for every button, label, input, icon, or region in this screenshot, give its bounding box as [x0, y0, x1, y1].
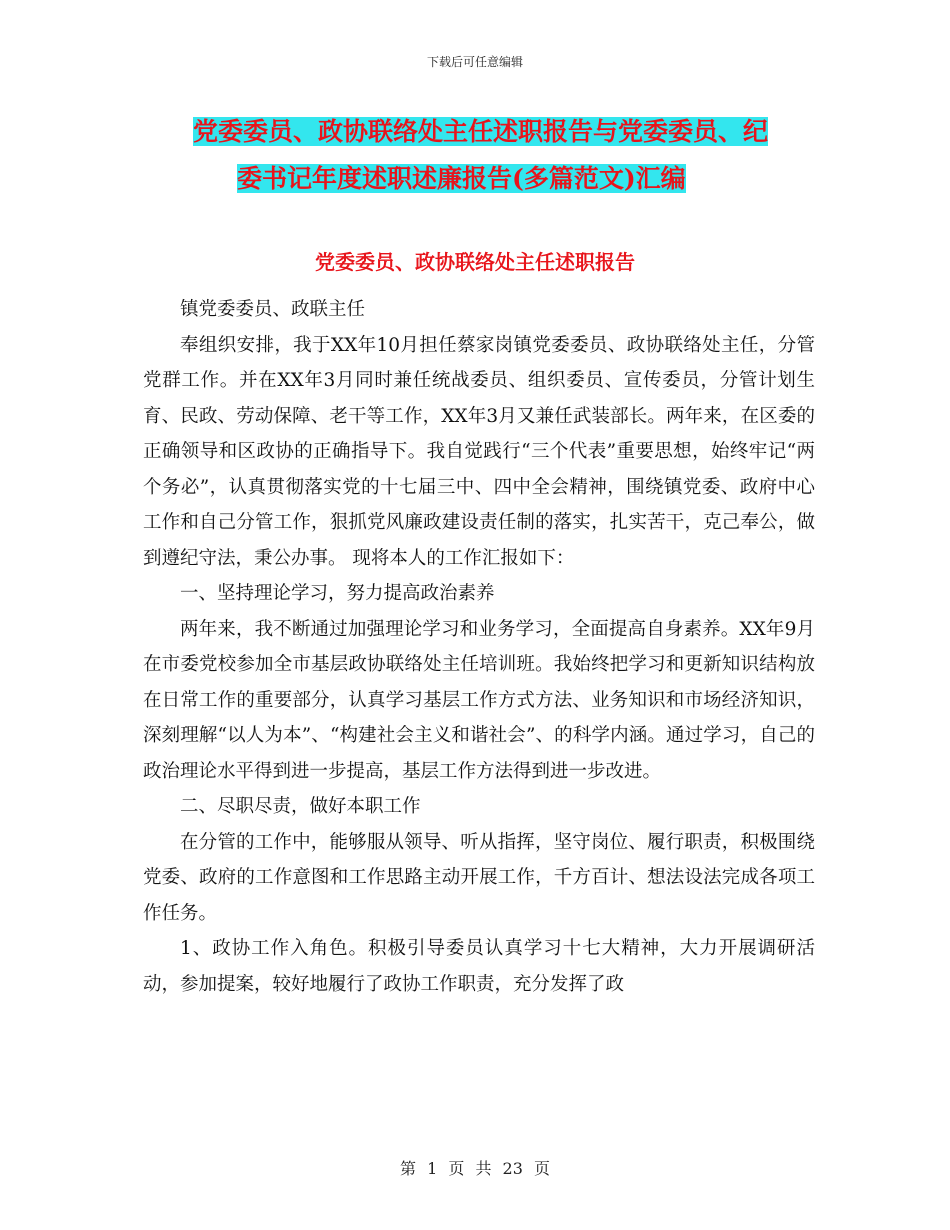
title-highlight-2: 委书记年度述职述廉报告(多篇范文)汇编 [237, 164, 686, 193]
paragraph-theory-study: 两年来，我不断通过加强理论学习和业务学习，全面提高自身素养。XX年9月在市委党校参加全市基层政协联络处主任培训班。我始终把学习和更新知识结构放在日常工作的重要部分，认真学习基层工作方式方法、业务知识和市场经济知识，深刻理解“以人为本”、“构建社会主义和谐社会”、的科学内涵。通过学习，自己的政治理论水平得到进一步提高，基层工作方法得到进一步改进。 [143, 618, 815, 782]
paragraph-duties: 在分管的工作中，能够服从领导、听从指挥，坚守岗位、履行职责，积极围绕党委、政府的工作意图和工作思路主动开展工作，千方百计、想法设法完成各项工作任务。 [143, 831, 815, 924]
title-highlight-1: 党委委员、政协联络处主任述职报告与党委委员、纪 [193, 117, 769, 146]
paragraph-addressee: 镇党委委员、政联主任 [180, 299, 366, 320]
paragraph-intro: 奉组织安排，我于XX年10月担任蔡家岗镇党委委员、政协联络处主任，分管党群工作。并在XX年3月同时兼任统战委员、组织委员、宣传委员，分管计划生育、民政、劳动保障、老干等工作，XX年3月又兼任武装部长。两年来，在区委的正确领导和区政协的正确指导下。我自觉践行“三个代表”重要思想，始终牢记“两个务必”，认真贯彻落实党的十七届三中、四中全会精神，围绕镇党委、政府中心工作和自己分管工作，狠抓党风廉政建设责任制的落实，扎实苦干，克己奉公，做到遵纪守法，秉公办事。 现将本人的工作汇报如下： [143, 334, 815, 569]
page-header-note: 下载后可任意编辑 [426, 55, 523, 69]
document-body [143, 292, 815, 1002]
document-title [150, 108, 830, 202]
section-title: 党委委员、政协联络处主任述职报告 [315, 250, 635, 274]
paragraph-cppcc-work: 1、政协工作入角色。积极引导委员认真学习十七大精神，大力开展调研活动，参加提案，较好地履行了政协工作职责，充分发挥了政 [143, 938, 815, 995]
heading-theory-study: 一、坚持理论学习，努力提高政治素养 [180, 583, 495, 604]
document-title-line-2 [150, 155, 830, 202]
heading-duties: 二、尽职尽责，做好本职工作 [180, 796, 421, 817]
page-footer: 第 1 页 共 23 页 [400, 1159, 550, 1178]
document-title-line-1 [150, 108, 830, 155]
